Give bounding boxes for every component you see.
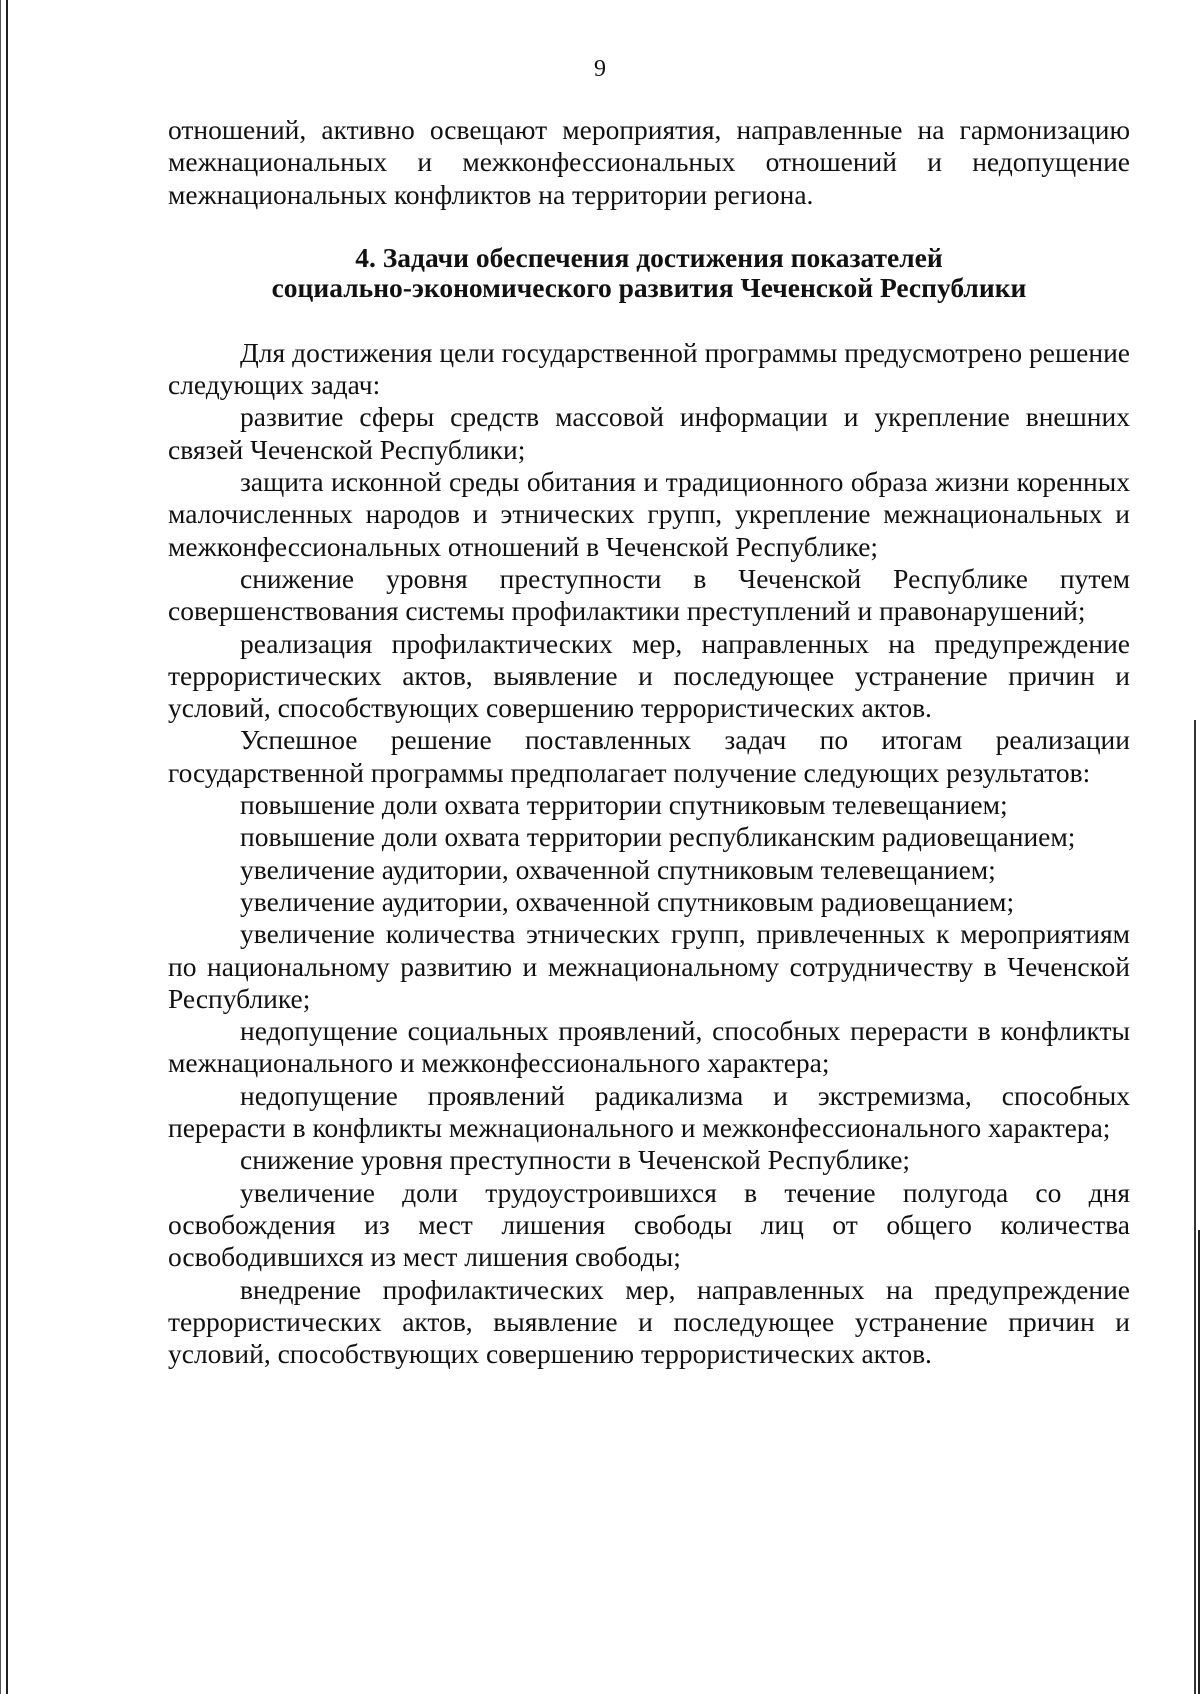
list-item: защита исконной среды обитания и традиционного образа жизни коренных малочисленных народов и этнических групп, укрепление межнациональных и межконфессиональных отношений в Чеченской Республике; <box>168 466 1130 562</box>
list-item: увеличение количества этнических групп, привлеченных к мероприятиям по национальному развитию и межнациональному сотрудничеству в Чеченской Республике; <box>168 918 1130 1014</box>
document-body <box>168 114 1130 1370</box>
paragraph: Для достижения цели государственной программы предусмотрено решение следующих задач: <box>168 336 1130 401</box>
list-item: снижение уровня преступности в Чеченской Республике путем совершенствования системы профилактики преступлений и правонарушений; <box>168 562 1130 627</box>
scan-edge-line <box>6 0 8 1694</box>
list-item: недопущение проявлений радикализма и экстремизма, способных перерасти в конфликты межнационального и межконфессионального характера; <box>168 1079 1130 1144</box>
section-heading-line: социально-экономического развития Чеченской Республики <box>271 271 1027 303</box>
list-item: снижение уровня преступности в Чеченской Республике; <box>240 1144 911 1176</box>
list-item: реализация профилактических мер, направленных на предупреждение террористических актов, выявление и последующее устранение причин и условий, способствующих совершению террористических актов. <box>168 627 1130 724</box>
scan-edge-line <box>0 0 1 1694</box>
section-heading <box>168 243 1130 303</box>
list-item: недопущение социальных проявлений, способных перерасти в конфликты межнационального и межконфессионального характера; <box>168 1015 1130 1079</box>
page-number: 9 <box>594 56 606 82</box>
scan-edge-line <box>1194 720 1196 1694</box>
paragraph: отношений, активно освещают мероприятия, направленные на гармонизацию межнациональных и межконфессиональных отношений и недопущение межнациональных конфликтов на территории региона. <box>168 114 1130 210</box>
list-item: повышение доли охвата территории республиканским радиовещанием; <box>240 821 1076 853</box>
list-item: развитие сферы средств массовой информации и укрепление внешних связей Чеченской Республики; <box>168 401 1130 465</box>
list-item: увеличение аудитории, охваченной спутниковым телевещанием; <box>240 853 996 885</box>
paragraph: Успешное решение поставленных задач по итогам реализации государственной программы предполагает получение следующих результатов: <box>168 724 1130 788</box>
list-item: увеличение доли трудоустроившихся в течение полугода со дня освобождения из мест лишения свободы лиц от общего количества освободившихся из мест лишения свободы; <box>168 1176 1130 1273</box>
list-item: увеличение аудитории, охваченной спутниковым радиовещанием; <box>240 885 1015 917</box>
list-item: повышение доли охвата территории спутниковым телевещанием; <box>240 789 1008 821</box>
list-item: внедрение профилактических мер, направленных на предупреждение террористических актов, выявление и последующее устранение причин и условий, способствующих совершению террористических актов. <box>168 1273 1130 1370</box>
section-heading-line: 4. Задачи обеспечения достижения показателей <box>355 241 943 273</box>
